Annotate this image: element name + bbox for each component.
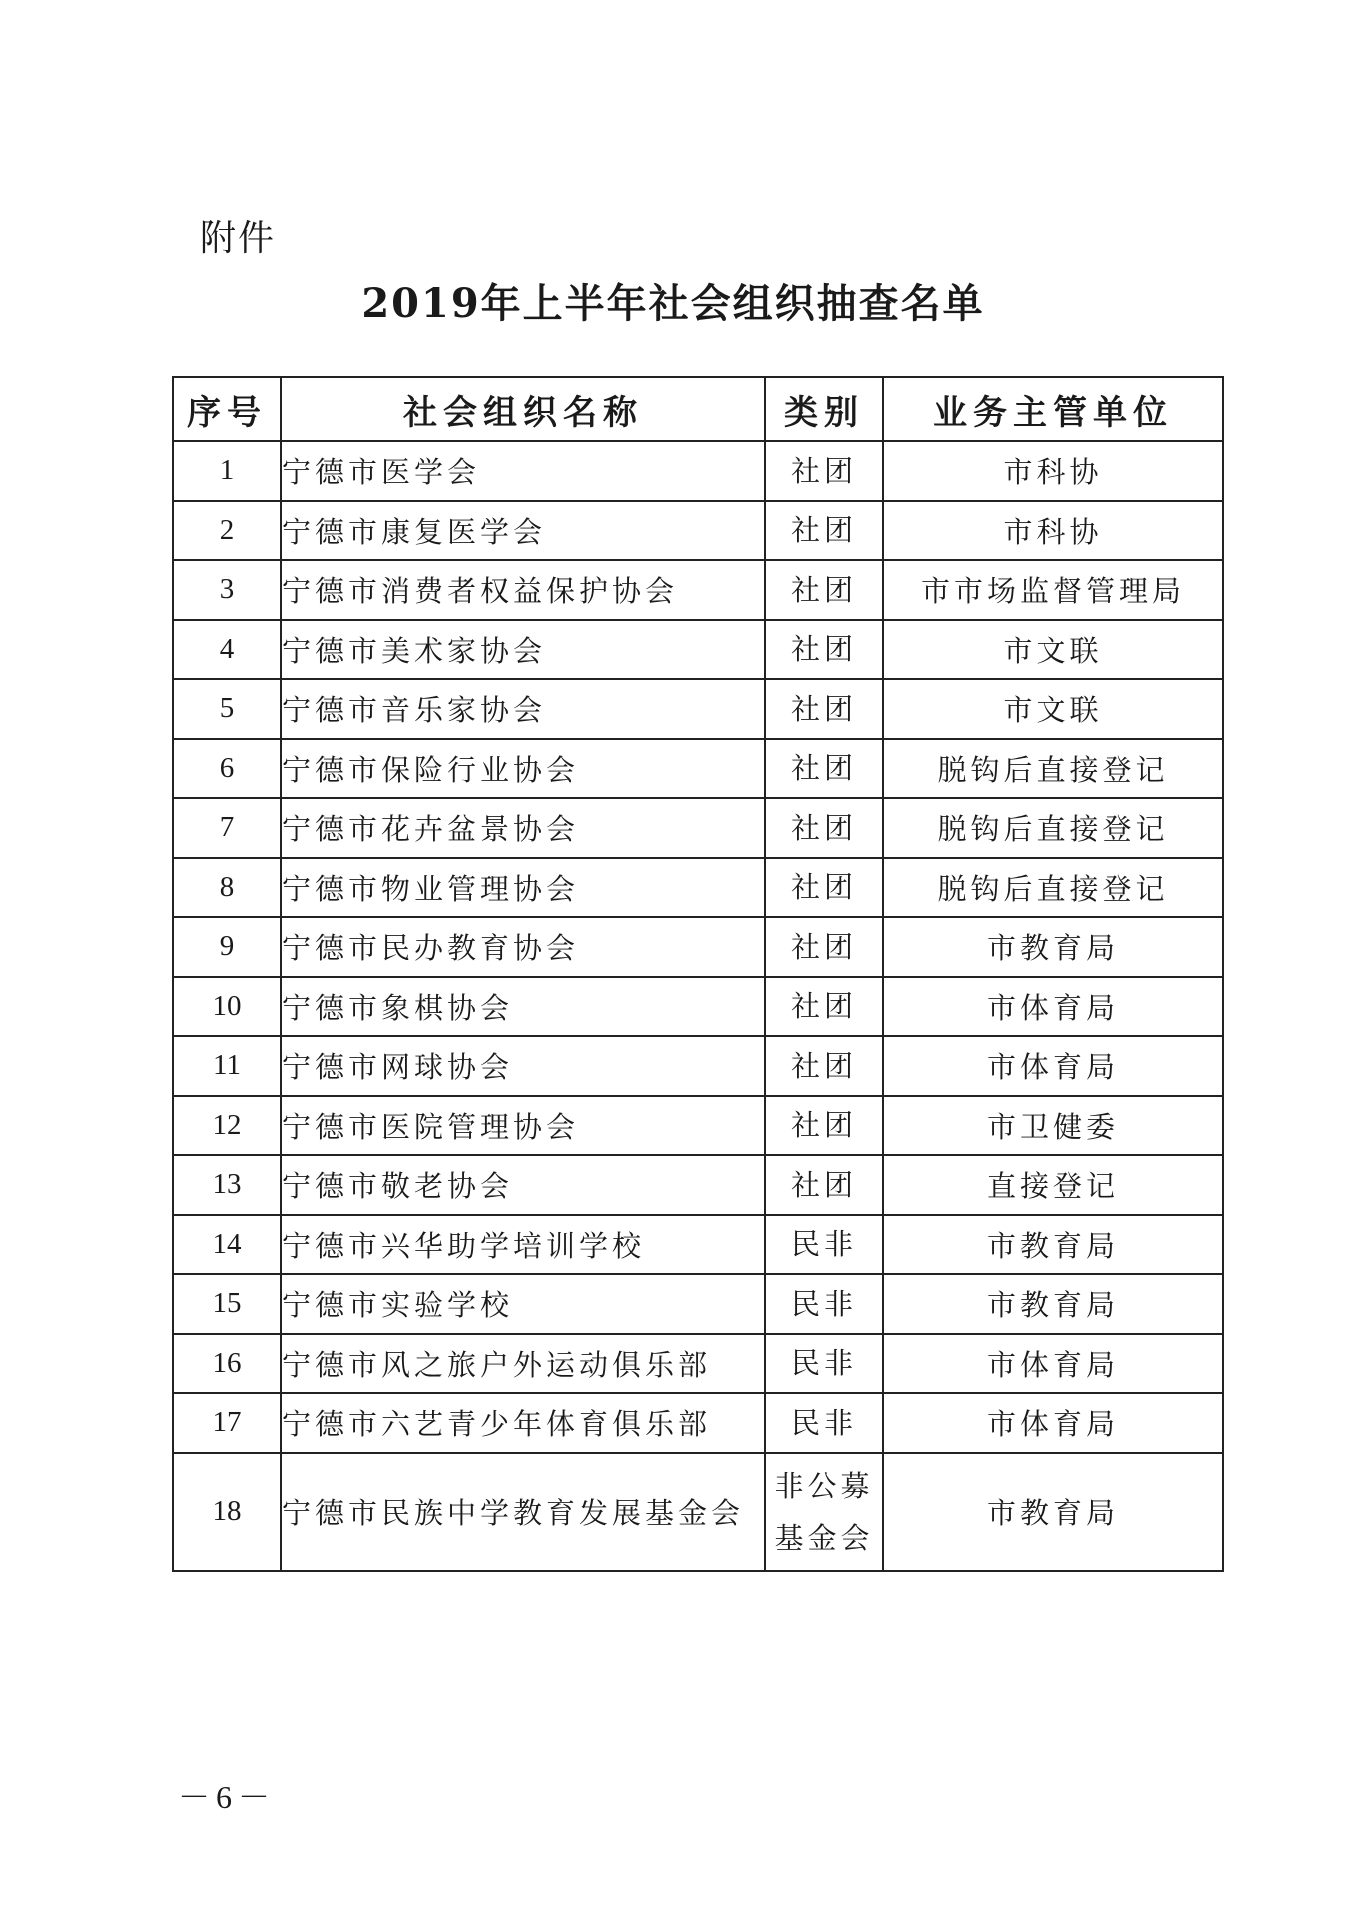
header-seq: 序号: [173, 377, 281, 441]
row-org-name-cell: 宁德市花卉盆景协会: [281, 798, 765, 858]
category-line: 社团: [790, 1048, 857, 1083]
category-line: 社团: [790, 632, 857, 667]
category-line: 民非: [790, 1286, 857, 1321]
header-category: 类别: [765, 377, 883, 441]
header-org-name: 社会组织名称: [281, 377, 765, 441]
table-row: [173, 560, 1223, 620]
row-supervising-unit-cell: 市教育局: [883, 1274, 1223, 1334]
row-seq-cell: 7: [173, 798, 281, 858]
category-line: 民非: [790, 1405, 857, 1440]
row-org-name-cell: 宁德市医院管理协会: [281, 1096, 765, 1156]
row-category-cell: [765, 858, 883, 918]
row-org-name-cell: 宁德市民办教育协会: [281, 917, 765, 977]
table-row: [173, 1453, 1223, 1571]
row-supervising-unit-cell: 市体育局: [883, 1036, 1223, 1096]
table-row: [173, 620, 1223, 680]
row-org-name-cell: 宁德市美术家协会: [281, 620, 765, 680]
row-org-name-cell: 宁德市物业管理协会: [281, 858, 765, 918]
category-line: 社团: [790, 513, 857, 548]
row-seq-cell: 2: [173, 501, 281, 561]
row-org-name-cell: 宁德市六艺青少年体育俱乐部: [281, 1393, 765, 1453]
table-row: [173, 1096, 1223, 1156]
row-supervising-unit-cell: 市科协: [883, 441, 1223, 501]
row-category-cell: [765, 679, 883, 739]
category-line: 社团: [790, 810, 857, 845]
row-supervising-unit-cell: 市文联: [883, 679, 1223, 739]
table-row: [173, 917, 1223, 977]
table-row: [173, 798, 1223, 858]
row-org-name-cell: 宁德市医学会: [281, 441, 765, 501]
row-supervising-unit-cell: 市文联: [883, 620, 1223, 680]
row-seq-cell: 9: [173, 917, 281, 977]
row-supervising-unit-cell: 市教育局: [883, 1453, 1223, 1571]
category-line: 社团: [790, 870, 857, 905]
row-seq-cell: 8: [173, 858, 281, 918]
row-supervising-unit-cell: 脱钩后直接登记: [883, 798, 1223, 858]
row-category-cell: [765, 739, 883, 799]
page-number: －6－: [178, 1779, 277, 1815]
row-supervising-unit-cell: 市科协: [883, 501, 1223, 561]
table-row: [173, 1393, 1223, 1453]
table-row: [173, 739, 1223, 799]
attachment-label: 附件: [200, 218, 277, 259]
row-seq-cell: 18: [173, 1453, 281, 1571]
row-seq-cell: 15: [173, 1274, 281, 1334]
table-row: [173, 977, 1223, 1037]
row-supervising-unit-cell: 市市场监督管理局: [883, 560, 1223, 620]
table-row: [173, 1036, 1223, 1096]
row-supervising-unit-cell: 直接登记: [883, 1155, 1223, 1215]
row-org-name-cell: 宁德市民族中学教育发展基金会: [281, 1453, 765, 1571]
row-category-cell: [765, 441, 883, 501]
row-category-cell: [765, 798, 883, 858]
category-line: 民非: [790, 1346, 857, 1381]
row-seq-cell: 12: [173, 1096, 281, 1156]
row-category-cell: [765, 977, 883, 1037]
row-category-cell: [765, 1334, 883, 1394]
row-supervising-unit-cell: 脱钩后直接登记: [883, 739, 1223, 799]
category-line: 社团: [790, 751, 857, 786]
row-seq-cell: 1: [173, 441, 281, 501]
row-org-name-cell: 宁德市保险行业协会: [281, 739, 765, 799]
row-org-name-cell: 宁德市音乐家协会: [281, 679, 765, 739]
row-org-name-cell: 宁德市实验学校: [281, 1274, 765, 1334]
category-line: 社团: [790, 691, 857, 726]
table-body: [173, 441, 1223, 1571]
row-org-name-cell: 宁德市象棋协会: [281, 977, 765, 1037]
row-supervising-unit-cell: 脱钩后直接登记: [883, 858, 1223, 918]
row-supervising-unit-cell: 市体育局: [883, 977, 1223, 1037]
row-category-cell: [765, 1453, 883, 1571]
table-row: [173, 1215, 1223, 1275]
row-org-name-cell: 宁德市兴华助学培训学校: [281, 1215, 765, 1275]
organization-table: [172, 376, 1224, 1572]
row-seq-cell: 10: [173, 977, 281, 1037]
row-seq-cell: 13: [173, 1155, 281, 1215]
category-line: 社团: [790, 572, 857, 607]
row-supervising-unit-cell: 市体育局: [883, 1393, 1223, 1453]
row-seq-cell: 11: [173, 1036, 281, 1096]
row-seq-cell: 16: [173, 1334, 281, 1394]
row-seq-cell: 3: [173, 560, 281, 620]
row-org-name-cell: 宁德市消费者权益保护协会: [281, 560, 765, 620]
table-row: [173, 501, 1223, 561]
category-line: 社团: [790, 989, 857, 1024]
category-line: 基金会: [774, 1520, 874, 1555]
row-seq-cell: 17: [173, 1393, 281, 1453]
row-category-cell: [765, 560, 883, 620]
row-category-cell: [765, 917, 883, 977]
row-supervising-unit-cell: 市体育局: [883, 1334, 1223, 1394]
row-seq-cell: 6: [173, 739, 281, 799]
table-row: [173, 858, 1223, 918]
row-org-name-cell: 宁德市网球协会: [281, 1036, 765, 1096]
category-line: 非公募: [774, 1468, 874, 1503]
row-category-cell: [765, 1036, 883, 1096]
row-category-cell: [765, 1215, 883, 1275]
row-org-name-cell: 宁德市敬老协会: [281, 1155, 765, 1215]
table-row: [173, 1274, 1223, 1334]
category-line: 社团: [790, 929, 857, 964]
row-category-cell: [765, 1393, 883, 1453]
row-supervising-unit-cell: 市卫健委: [883, 1096, 1223, 1156]
row-seq-cell: 5: [173, 679, 281, 739]
category-line: 社团: [790, 453, 857, 488]
row-seq-cell: 14: [173, 1215, 281, 1275]
row-org-name-cell: 宁德市风之旅户外运动俱乐部: [281, 1334, 765, 1394]
table-row: [173, 1155, 1223, 1215]
row-org-name-cell: 宁德市康复医学会: [281, 501, 765, 561]
row-category-cell: [765, 1096, 883, 1156]
row-category-cell: [765, 501, 883, 561]
row-seq-cell: 4: [173, 620, 281, 680]
table-row: [173, 1334, 1223, 1394]
row-category-cell: [765, 1274, 883, 1334]
category-line: 社团: [790, 1108, 857, 1143]
row-supervising-unit-cell: 市教育局: [883, 917, 1223, 977]
row-category-cell: [765, 1155, 883, 1215]
table-row: [173, 441, 1223, 501]
row-category-cell: [765, 620, 883, 680]
category-line: 社团: [790, 1167, 857, 1202]
table-row: [173, 679, 1223, 739]
page-title: 2019年上半年社会组织抽查名单: [361, 280, 985, 327]
category-line: 民非: [790, 1227, 857, 1262]
table-header-row: [173, 377, 1223, 441]
row-supervising-unit-cell: 市教育局: [883, 1215, 1223, 1275]
header-supervising-unit: 业务主管单位: [883, 377, 1223, 441]
